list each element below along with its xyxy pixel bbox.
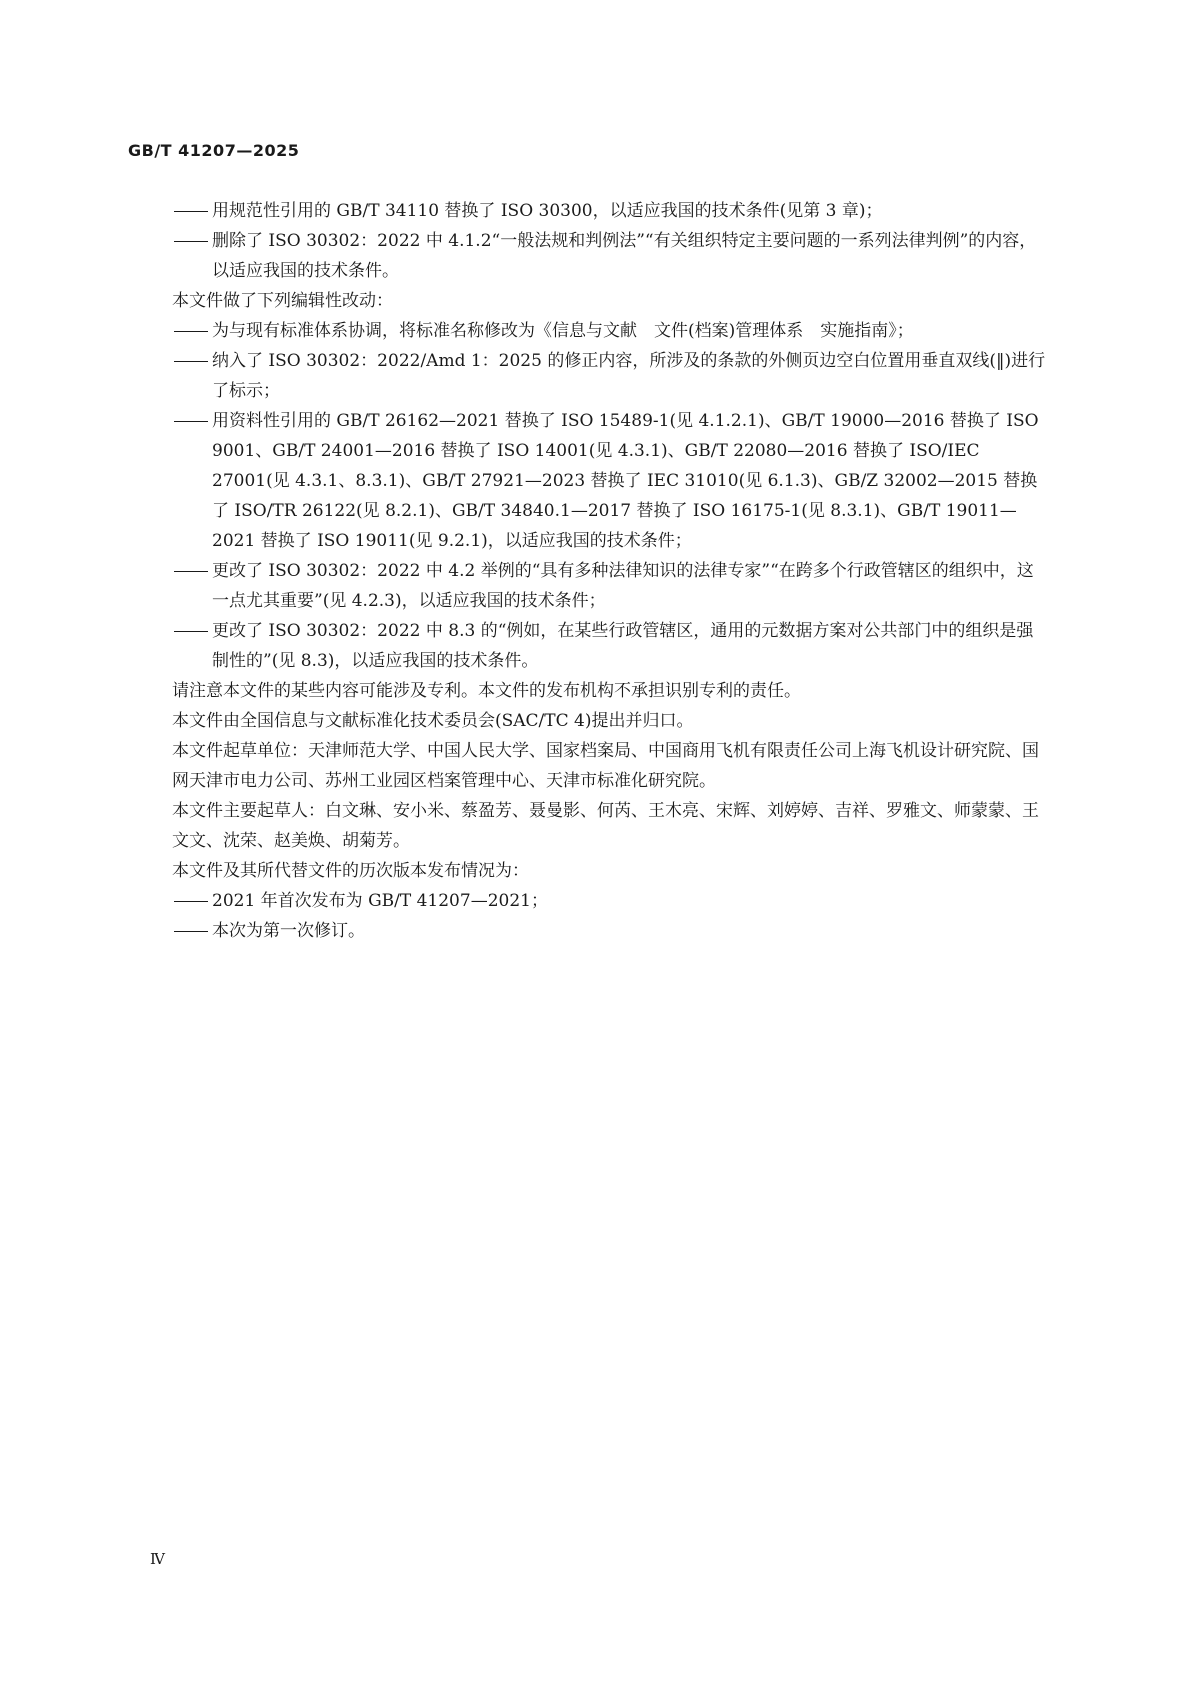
list-item — [172, 346, 1050, 406]
list-item — [172, 886, 1050, 916]
list-item-text: 2021 年首次发布为 GB/T 41207—2021； — [212, 891, 548, 911]
editorial-changes-intro: 本文件做了下列编辑性改动： — [172, 291, 393, 311]
main-drafters: 本文件主要起草人：白文琳、安小米、蔡盈芳、聂曼影、何芮、王木亮、宋辉、刘婷婷、吉祥、罗雅文、师蒙蒙、王文文、沈荣、赵美焕、胡菊芳。 — [172, 801, 1039, 851]
list-item — [172, 316, 1050, 346]
list-item — [172, 916, 1050, 946]
proposer-statement: 本文件由全国信息与文献标准化技术委员会(SAC/TC 4)提出并归口。 — [172, 711, 694, 731]
list-item — [172, 226, 1050, 286]
list-item-text: 删除了 ISO 30302：2022 中 4.1.2“一般法规和判例法”“有关组织特定主要问题的一系列法律判例”的内容，以适应我国的技术条件。 — [212, 231, 1037, 281]
list-item-text: 为与现有标准体系协调，将标准名称修改为《信息与文献 文件(档案)管理体系 实施指南》； — [212, 321, 914, 341]
patent-note: 请注意本文件的某些内容可能涉及专利。本文件的发布机构不承担识别专利的责任。 — [172, 681, 801, 701]
list-item — [172, 406, 1050, 556]
list-item-text: 更改了 ISO 30302：2022 中 8.3 的“例如，在某些行政管辖区，通用的元数据方案对公共部门中的组织是强制性的”(见 8.3)，以适应我国的技术条件。 — [212, 621, 1034, 671]
list-item-text: 纳入了 ISO 30302：2022/Amd 1：2025 的修正内容，所涉及的条款的外侧页边空白位置用垂直双线(‖)进行了标示； — [212, 351, 1046, 401]
drafting-units: 本文件起草单位：天津师范大学、中国人民大学、国家档案局、中国商用飞机有限责任公司上海飞机设计研究院、国网天津市电力公司、苏州工业园区档案管理中心、天津市标准化研究院。 — [172, 741, 1039, 791]
list-item — [172, 556, 1050, 616]
document-body — [172, 196, 1050, 946]
page-number: Ⅳ — [150, 1550, 165, 1568]
list-item-text: 用资料性引用的 GB/T 26162—2021 替换了 ISO 15489-1(见 4.1.2.1)、GB/T 19000—2016 替换了 ISO 9001、GB/T 24001—2016 替换了 ISO 14001(见 4.3.1)、GB/T 22080—2016 替换了 ISO/IEC 27001(见 4.3.1、8.3.1)、GB/T 27921—2023 替换了 IEC 31010(见 6.1.3)、GB/Z 32002—2015 替换了 ISO/TR 26122(见 8.2.1)、GB/T 34840.1—2017 替换了 ISO 16175-1(见 8.3.1)、GB/T 19011—2021 替换了 ISO 19011(见 9.2.1)，以适应我国的技术条件； — [212, 411, 1039, 551]
list-item-text: 本次为第一次修订。 — [212, 921, 365, 941]
document-id-header: GB/T 41207—2025 — [128, 141, 300, 160]
history-intro: 本文件及其所代替文件的历次版本发布情况为： — [172, 861, 529, 881]
list-item-text: 更改了 ISO 30302：2022 中 4.2 举例的“具有多种法律知识的法律专家”“在跨多个行政管辖区的组织中，这一点尤其重要”(见 4.2.3)，以适应我国的技术条件； — [212, 561, 1034, 611]
list-item-text: 用规范性引用的 GB/T 34110 替换了 ISO 30300，以适应我国的技术条件(见第 3 章)； — [212, 201, 883, 221]
list-item — [172, 196, 1050, 226]
list-item — [172, 616, 1050, 676]
